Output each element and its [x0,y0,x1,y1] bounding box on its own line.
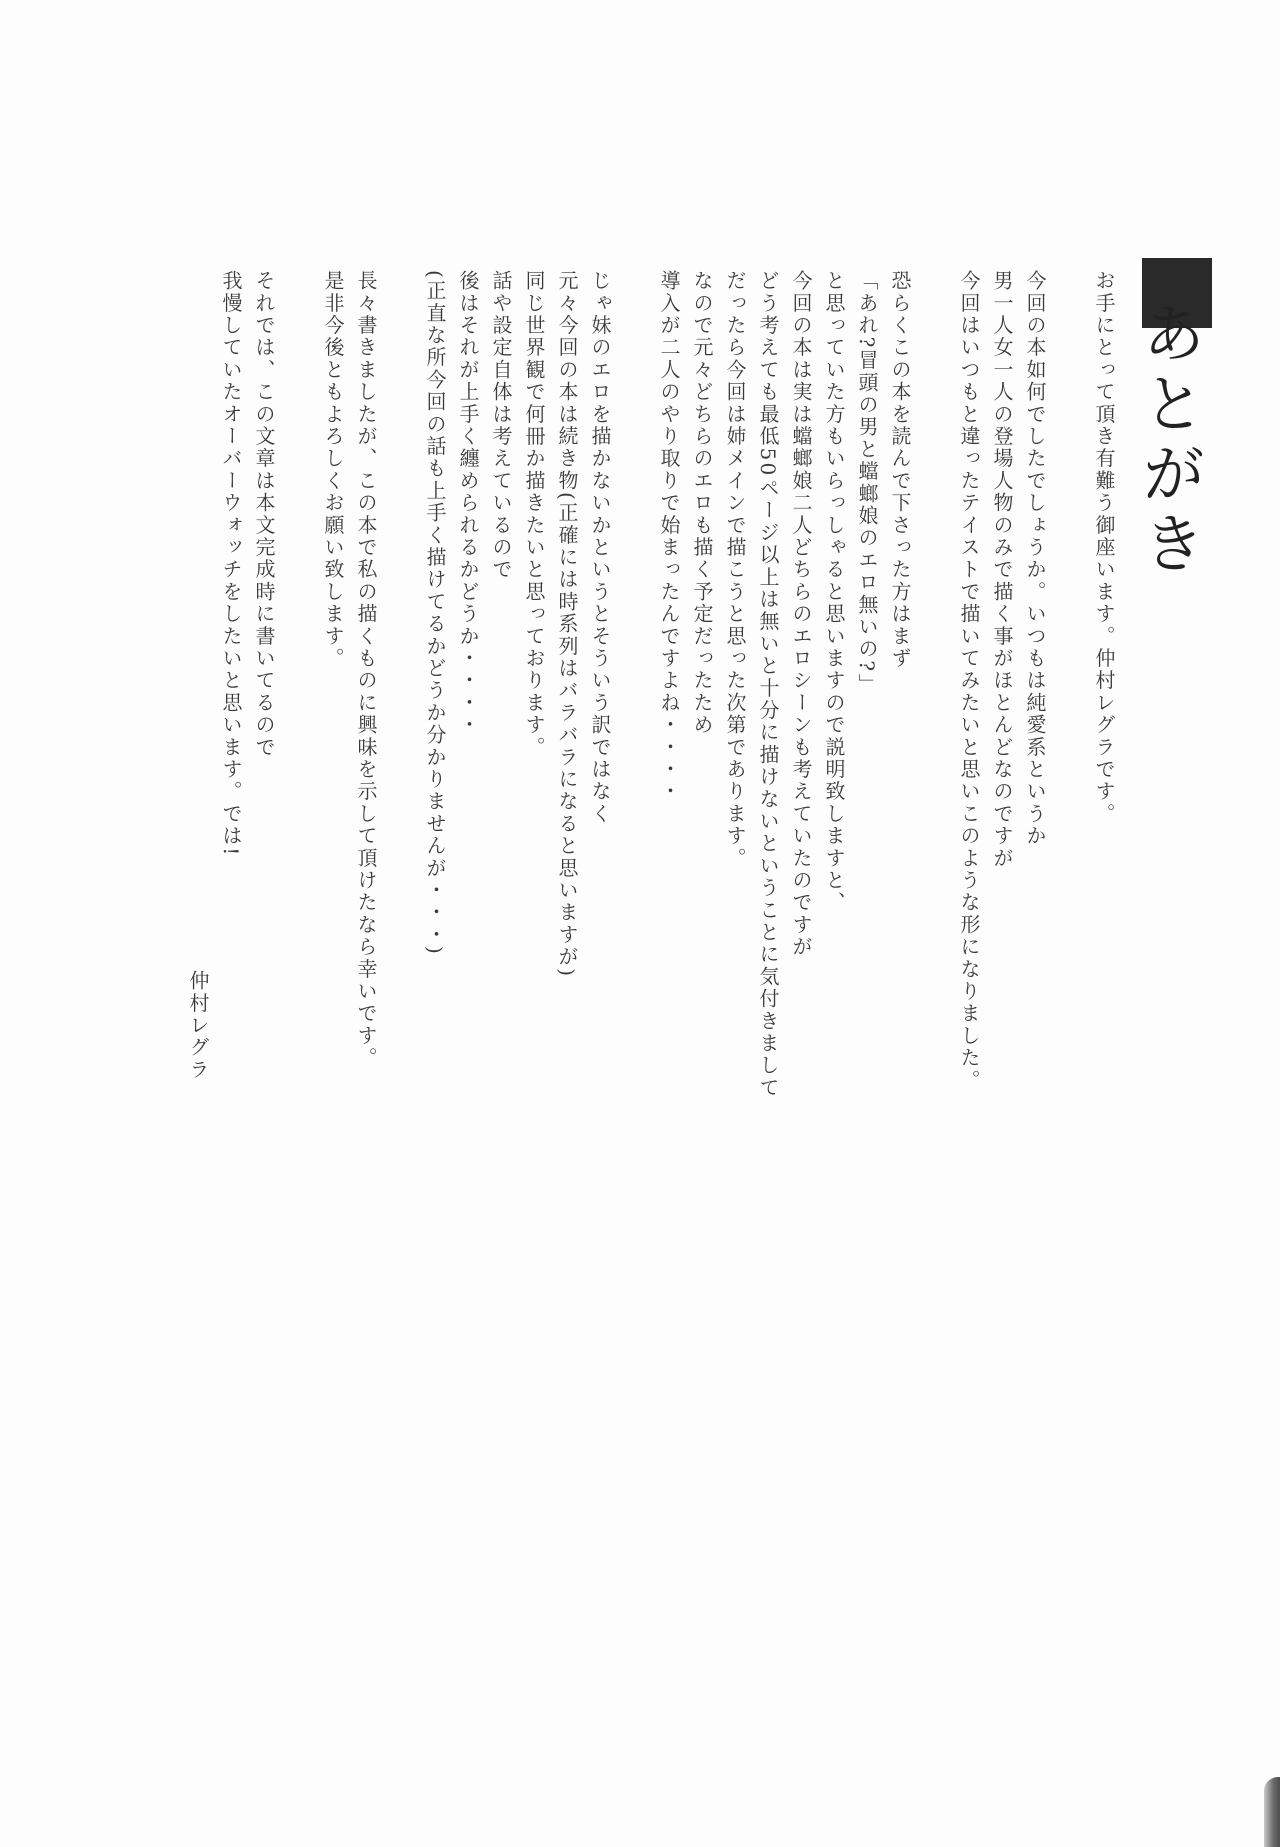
text-line: 今回はいつもと違ったテイストで描いてみたいと思いこのような形になりました。 [957,270,981,1092]
text-line: と思っていた方もいらっしゃると思いますので説明致しますと、 [822,270,846,914]
text-line: 話や設定自体は考えているので [489,270,513,581]
paragraph-gap [382,270,418,1470]
text-line: お手にとって頂き有難う御座います。仲村レグラです。 [1092,270,1116,825]
page-title: あとがき [1131,300,1205,580]
text-line: 恐らくこの本を読んで下さった方はまず [888,270,912,670]
text-line: だったら今回は姉メインで描こうと思った次第であります。 [723,270,747,870]
text-line: なので元々どちらのエロも描く予定だったため [690,270,714,737]
paragraph-gap [280,270,316,1470]
text-line: 長々書きましたが、この本で私の描くものに興味を示して頂けたなら幸いです。 [354,270,378,1070]
text-line: それでは、この文章は本文完成時に書いてるので [252,270,276,759]
text-line: 是非今後ともよろしくお願い致します。 [321,270,345,670]
afterword-body [181,270,1120,1470]
text-line: 元々今回の本は続き物(正確には時系列はバラバラになると思いますが) [555,270,579,979]
text-line: 今回の本如何でしたでしょうか。いつもは純愛系というか [1023,270,1047,848]
paragraph-gap [1051,270,1087,1470]
page-edge-mark [1264,1777,1280,1847]
text-line: どう考えても最低50ページ以上は無いと十分に描けないということに気付きまして [756,270,780,1100]
text-line: 同じ世界観で何冊か描きたいと思っております。 [522,270,546,759]
text-line: じゃ妹のエロを描かないかというとそういう訳ではなく [588,270,612,825]
text-line: 後はそれが上手く纏められるかどうか・・・・ [456,270,480,737]
text-line: (正直な所今回の話も上手く描けてるかどうか分かりませんが・・・) [423,270,447,957]
text-line: 導入が二人のやり取りで始まったんですよね・・・・ [657,270,681,803]
text-line: 今回の本は実は蟷螂娘二人どちらのエロシーンも考えていたのですが [789,270,813,959]
text-line: 男一人女一人の登場人物のみで描く事がほとんどなのですが [990,270,1014,870]
author-signature: 仲村レグラ [186,970,210,1081]
text-line: 「あれ?冒頭の男と蟷螂娘のエロ無いの?」 [855,270,879,696]
text-line: 我慢していたオーバーウォッチをしたいと思います。では! [219,270,243,858]
paragraph-gap [916,270,952,1470]
paragraph-gap [616,270,652,1470]
